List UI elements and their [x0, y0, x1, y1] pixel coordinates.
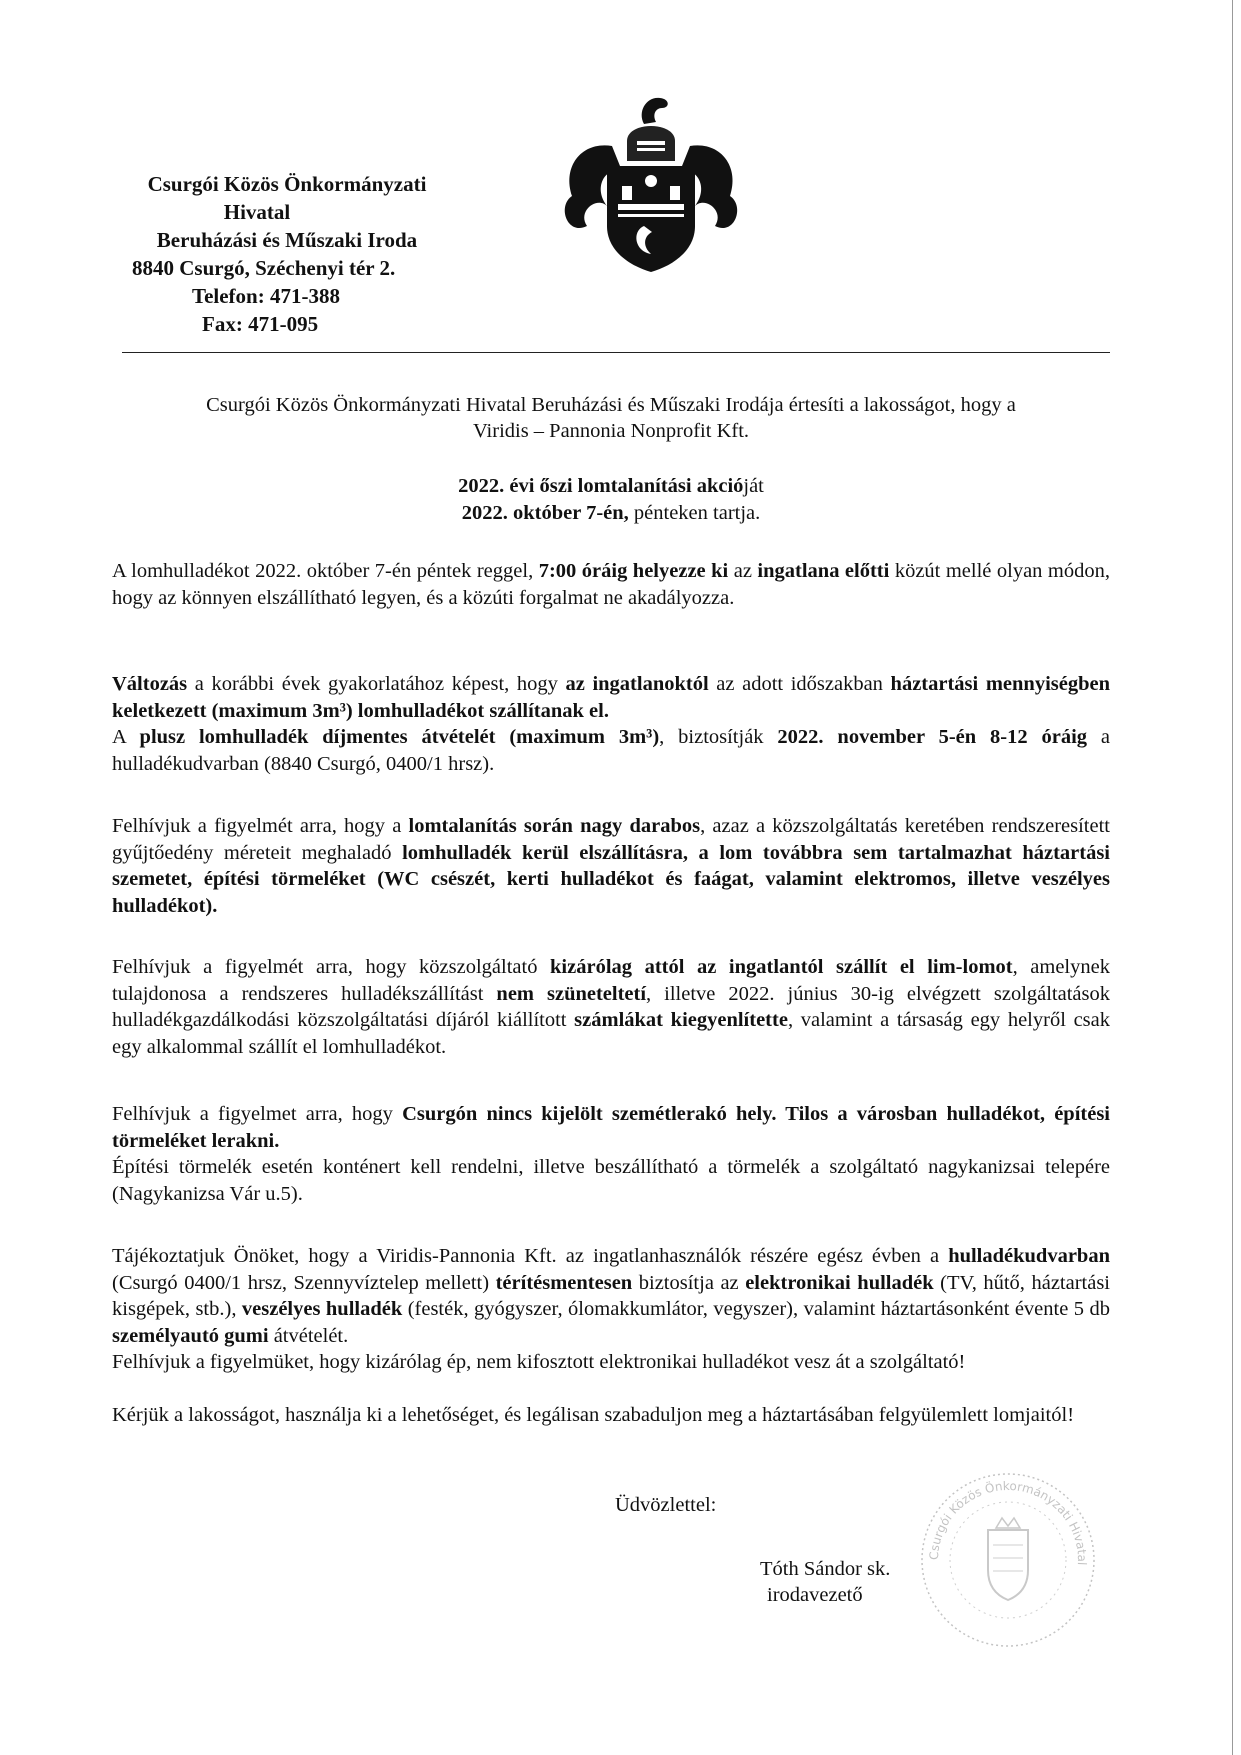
announcement-campaign-suffix: ját [743, 475, 764, 497]
intro-line-1: Csurgói Közös Önkormányzati Hivatal Beruházási és Műszaki Irodája értesíti a lakosságot, hogy a [206, 394, 1016, 416]
letterhead-line-3: Beruházási és Műszaki Iroda [156, 228, 418, 252]
p2-bold-2: az ingatlanoktól [565, 673, 709, 695]
announcement-day: pénteken tartja. [628, 502, 761, 524]
paragraph-extra-bulky [112, 724, 1110, 777]
paragraph-intact-electronics: Felhívjuk a figyelmüket, hogy kizárólag ép, nem kifosztott elektronikai hulladékot vesz át a szolgáltató! [112, 1351, 966, 1373]
p2-bold-1: Változás [112, 673, 188, 695]
letterhead [122, 170, 452, 338]
p2b-bold-1: plusz lomhulladék díjmentes átvételét (maximum 3m³) [139, 726, 660, 748]
p6-bold-2: térítésmentesen [495, 1271, 633, 1294]
signatory-title: irodavezető [767, 1584, 863, 1606]
letterhead-line-5: Telefon: 471-388 [192, 284, 340, 308]
greeting: Üdvözlettel: [615, 1494, 717, 1516]
header-divider [122, 352, 1110, 353]
p2b-text-1: A [112, 726, 140, 748]
p3-bold-2: lomhulladék kerül elszállításra, a lom továbbra sem tartalmazhat háztartási szemetet, építési törmeléket (WC csészét, kerti hulladékot és faágat, valamint elektromos, illetve veszélyes hulladékot). [112, 841, 1110, 917]
paragraph-appeal: Kérjük a lakosságot, használja ki a lehetőséget, és legálisan szabaduljon meg a háztartásában felgyülemlett lomjaitól! [112, 1404, 1075, 1426]
p1-text-1: A lomhulladékot 2022. október 7-én péntek reggel, [112, 560, 539, 582]
p5-text-1: Felhívjuk a figyelmet arra, hogy [112, 1103, 403, 1125]
p2b-bold-2: 2022. november 5-én 8-12 óráig [777, 726, 1088, 748]
paragraph-change [112, 671, 1110, 724]
p5b-text-1: Építési törmelék esetén konténert kell rendelni, illetve beszállítható a törmelék a szolgáltató nagykanizsai telepére (Nagykanizsa Vár u.5). [112, 1156, 1110, 1205]
scan-margin-line [1232, 0, 1233, 1755]
paragraph-placement [112, 558, 1110, 611]
p6-text-5: (festék, gyógyszer, ólomakkumlátor, vegyszer), valamint háztartásonként évente 5 db [402, 1298, 1110, 1320]
p6-bold-5: személyautó gumi [112, 1324, 269, 1347]
letterhead-line-4: 8840 Csurgó, Széchenyi tér 2. [132, 256, 396, 280]
letterhead-line-2: Hivatal [223, 200, 291, 224]
p2-bold-3: háztartási mennyiségben keletkezett (maximum 3m³) lomhulladékot szállítanak el. [112, 673, 1110, 722]
p1-bold-2: ingatlana előtti [757, 560, 890, 582]
signatory-name: Tóth Sándor sk. [760, 1558, 891, 1580]
p6-bold-3: elektronikai hulladék [745, 1271, 934, 1294]
paragraph-waste-yard [112, 1243, 1110, 1349]
p4-text-3: , illetve 2022. június 30-ig elvégzett szolgáltatások hulladékgazdálkodási közszolgáltatási díjáról kiállított [112, 982, 1110, 1031]
announcement-line-2 [112, 500, 1110, 527]
paragraph-no-dump [112, 1101, 1110, 1154]
svg-text:Csurgói Közös Önkormányzati Hi [927, 1478, 1089, 1565]
paragraph-eligibility [112, 954, 1110, 1060]
p3-bold-1: lomtalanítás során nagy darabos [408, 815, 701, 837]
p4-bold-3: számlákat kiegyenlítette [574, 1009, 788, 1031]
p6-bold-1: hulladékudvarban [948, 1245, 1110, 1267]
letterhead-line-1: Csurgói Közös Önkormányzati [147, 172, 427, 196]
stamp-text: Csurgói Közös Önkormányzati Hivatal [926, 1478, 1090, 1566]
p6-text-4: (TV, hűtő, háztartási kisgépek, stb.), [112, 1271, 1111, 1320]
announcement-campaign: 2022. évi őszi lomtalanítási akció [458, 475, 744, 497]
p1-text-2: az [728, 560, 758, 582]
p2b-text-3: a hulladékudvarban (8840 Csurgó, 0400/1 hrsz). [112, 726, 1110, 775]
p5-bold-1: Csurgón nincs kijelölt szemétlerakó hely. Tilos a városban hulladékot, építési törmeléket lerakni. [112, 1103, 1111, 1152]
intro-line-2: Viridis – Pannonia Nonprofit Kft. [472, 420, 750, 442]
p1-bold-1: 7:00 óráig helyezze ki [538, 560, 729, 582]
letterhead-line-6: Fax: 471-095 [202, 312, 319, 336]
official-stamp-icon [918, 1470, 1098, 1650]
p2-text-1: a korábbi évek gyakorlatához képest, hogy [187, 673, 566, 695]
p6-text-2: (Csurgó 0400/1 hrsz, Szennyvíztelep mellett) [112, 1271, 496, 1294]
announcement-date: 2022. október 7-én, [461, 502, 629, 524]
p6-text-1: Tájékoztatjuk Önöket, hogy a Viridis-Pannonia Kft. az ingatlanhasználók részére egész évben a [112, 1245, 949, 1267]
p6-text-6: átvételét. [268, 1324, 349, 1347]
p4-text-1: Felhívjuk a figyelmét arra, hogy közszolgáltató [112, 956, 551, 978]
p2b-text-2: , biztosítják [659, 726, 778, 748]
p1-text-3: közút mellé olyan módon, hogy az könnyen elszállítható legyen, és a közúti forgalmat ne akadályozza. [112, 560, 1110, 609]
p4-text-2: , amelynek tulajdonosa a rendszeres hulladékszállítást [112, 956, 1110, 1005]
paragraph-construction-debris [112, 1154, 1110, 1207]
p3-text-1: Felhívjuk a figyelmét arra, hogy a [112, 815, 409, 837]
announcement-line-1 [112, 473, 1110, 500]
p4-bold-2: nem szüneteltetí [496, 982, 647, 1005]
p3-text-2: , azaz a közszolgáltatás keretében rendszeresített gyűjtőedény méreteit meghaladó [112, 815, 1110, 864]
p6-text-3: biztosítja az [632, 1271, 746, 1294]
coat-of-arms-icon [552, 86, 750, 276]
paragraph-restrictions [112, 813, 1110, 919]
p2-text-2: az adott időszakban [708, 673, 891, 695]
p6-bold-4: veszélyes hulladék [241, 1298, 403, 1320]
p4-text-4: , valamint a társaság egy helyről csak egy alkalommal szállít el lomhulladékot. [112, 1009, 1110, 1058]
p4-bold-1: kizárólag attól az ingatlantól szállít el lim-lomot [550, 956, 1013, 978]
